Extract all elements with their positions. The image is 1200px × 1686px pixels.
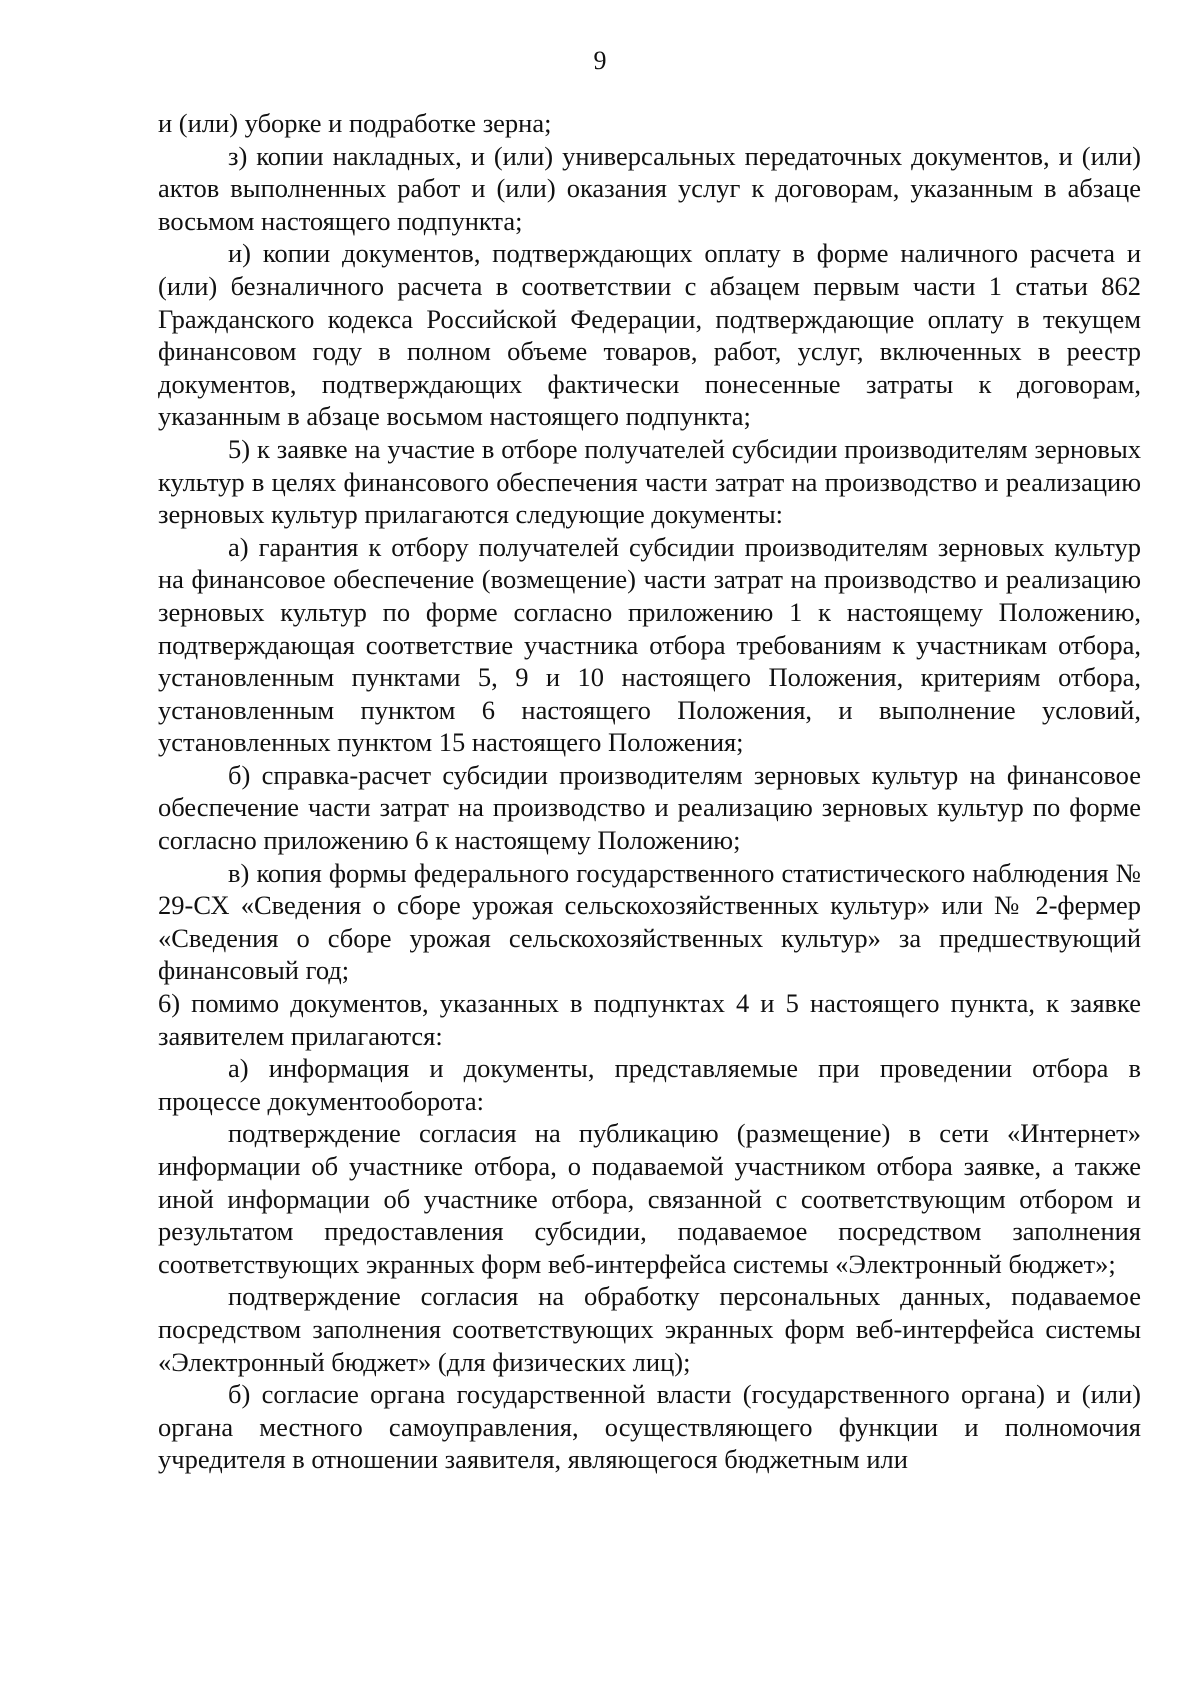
paragraph-consent-personal-data: подтверждение согласия на обработку персональных данных, подаваемое посредством заполнения соответствующих экранных форм веб-интерфейса системы «Электронный бюджет» (для физических лиц); — [158, 1281, 1141, 1377]
paragraph-item-a-guarantee: а) гарантия к отбору получателей субсидии производителям зерновых культур на финансовое обеспечение (возмещение) части затрат на производство и реализацию зерновых культур по форме согласно приложению 1 к настоящему Положению, подтверждающая соответствие участника отбора требованиям к участникам отбора, установленным пунктами 5, 9 и 10 настоящего Положения, критериям отбора, установленным пунктом 6 настоящего Положения, и выполнение условий, установленных пунктом 15 настоящего Положения; — [158, 531, 1141, 758]
document-body — [158, 107, 1141, 1476]
paragraph-subpoint-6: 6) помимо документов, указанных в подпунктах 4 и 5 настоящего пункта, к заявке заявителем прилагаются: — [158, 988, 1141, 1051]
page-number: 9 — [593, 46, 607, 75]
paragraph-item-b-consent: б) согласие органа государственной власти (государственного органа) и (или) органа местного самоуправления, осуществляющего функции и полномочия учредителя в отношении заявителя, являющегося бюджетным или — [158, 1379, 1141, 1475]
paragraph-consent-publication: подтверждение согласия на публикацию (размещение) в сети «Интернет» информации об участнике отбора, о подаваемой участником отбора заявке, а также иной информации об участнике отбора, связанной с соответствующим отбором и результатом предоставления субсидии, подаваемое посредством заполнения соответствующих экранных форм веб-интерфейса системы «Электронный бюджет»; — [158, 1118, 1141, 1279]
paragraph-item-z: з) копии накладных, и (или) универсальных передаточных документов, и (или) актов выполненных работ и (или) оказания услуг к договорам, указанным в абзаце восьмом настоящего подпункта; — [158, 140, 1141, 236]
paragraph-item-i: и) копии документов, подтверждающих оплату в форме наличного расчета и (или) безналичного расчета в соответствии с абзацем первым части 1 статьи 862 Гражданского кодекса Российской Федерации, подтверждающие оплату в текущем финансовом году в полном объеме товаров, работ, услуг, включенных в реестр документов, подтверждающих фактически понесенные затраты к договорам, указанным в абзаце восьмом настоящего подпункта; — [158, 238, 1141, 432]
paragraph-continuation: и (или) уборке и подработке зерна; — [158, 108, 552, 138]
paragraph-item-v-statistics: в) копия формы федерального государственного статистического наблюдения № 29-СХ «Сведения о сборе урожая сельскохозяйственных культур» или № 2-фермер «Сведения о сборе урожая сельскохозяйственных культур» за предшествующий финансовый год; — [158, 857, 1141, 986]
paragraph-item-b-calculation: б) справка-расчет субсидии производителям зерновых культур на финансовое обеспечение части затрат на производство и реализацию зерновых культур по форме согласно приложению 6 к настоящему Положению; — [158, 759, 1141, 856]
paragraph-subpoint-5: 5) к заявке на участие в отборе получателей субсидии производителям зерновых культур в целях финансового обеспечения части затрат на производство и реализацию зерновых культур прилагаются следующие документы: — [158, 433, 1141, 530]
paragraph-item-a-information: а) информация и документы, представляемые при проведении отбора в процессе документооборота: — [158, 1053, 1141, 1116]
